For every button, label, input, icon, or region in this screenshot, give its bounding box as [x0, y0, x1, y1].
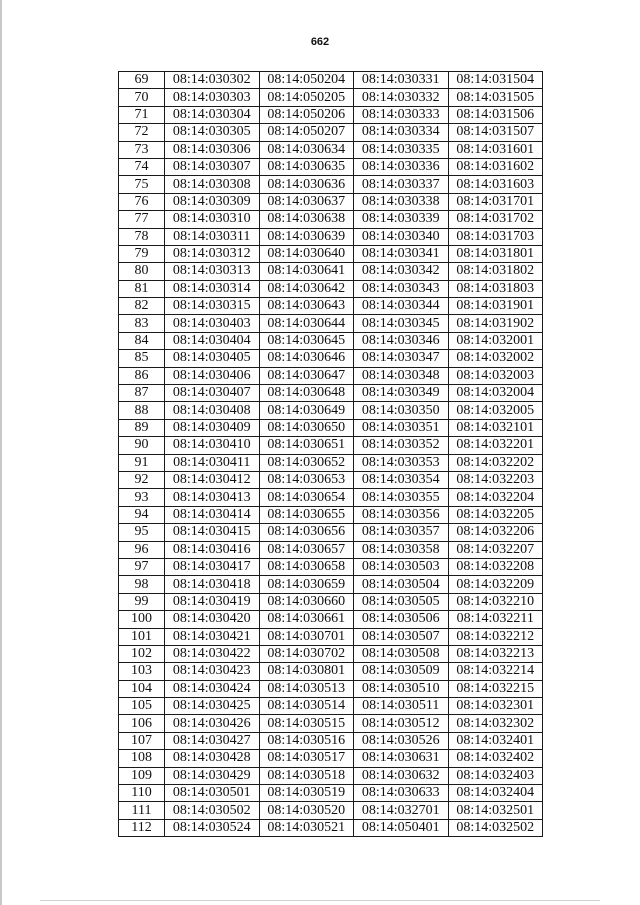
code-cell-col2: 08:14:030634: [259, 141, 354, 158]
code-cell-col3: 08:14:030510: [354, 680, 449, 697]
row-number-cell: 82: [119, 298, 165, 315]
table-row: [119, 767, 543, 784]
code-cell-col2: 08:14:030647: [259, 367, 354, 384]
row-number-cell: 78: [119, 228, 165, 245]
code-cell-col3: 08:14:030332: [354, 89, 449, 106]
code-cell-col4: 08:14:032208: [448, 558, 543, 575]
code-cell-col1: 08:14:030425: [165, 698, 260, 715]
code-cell-col1: 08:14:030311: [165, 228, 260, 245]
table-row: [119, 645, 543, 662]
code-cell-col3: 08:14:030506: [354, 611, 449, 628]
row-number-cell: 90: [119, 437, 165, 454]
code-cell-col4: 08:14:031601: [448, 141, 543, 158]
code-cell-col2: 08:14:030652: [259, 454, 354, 471]
code-cell-col1: 08:14:030310: [165, 211, 260, 228]
table-row: [119, 489, 543, 506]
code-cell-col1: 08:14:030307: [165, 158, 260, 175]
code-cell-col3: 08:14:030511: [354, 698, 449, 715]
table-row: [119, 628, 543, 645]
row-number-cell: 95: [119, 524, 165, 541]
code-cell-col1: 08:14:030409: [165, 419, 260, 436]
code-cell-col3: 08:14:030348: [354, 367, 449, 384]
code-cell-col4: 08:14:032101: [448, 419, 543, 436]
table-row: [119, 315, 543, 332]
code-cell-col1: 08:14:030411: [165, 454, 260, 471]
row-number-cell: 84: [119, 332, 165, 349]
code-cell-col4: 08:14:031702: [448, 211, 543, 228]
code-cell-col4: 08:14:032214: [448, 663, 543, 680]
code-cell-col1: 08:14:030502: [165, 802, 260, 819]
row-number-cell: 99: [119, 593, 165, 610]
code-cell-col3: 08:14:030356: [354, 506, 449, 523]
code-cell-col2: 08:14:030514: [259, 698, 354, 715]
code-cell-col2: 08:14:030651: [259, 437, 354, 454]
table-row: [119, 193, 543, 210]
table-row: [119, 819, 543, 836]
row-number-cell: 70: [119, 89, 165, 106]
code-cell-col3: 08:14:030504: [354, 576, 449, 593]
code-cell-col1: 08:14:030303: [165, 89, 260, 106]
code-cell-col1: 08:14:030418: [165, 576, 260, 593]
table-row: [119, 89, 543, 106]
row-number-cell: 92: [119, 471, 165, 488]
code-cell-col4: 08:14:031504: [448, 72, 543, 89]
table-row: [119, 419, 543, 436]
row-number-cell: 74: [119, 158, 165, 175]
row-number-cell: 108: [119, 750, 165, 767]
scan-edge-bottom: [40, 900, 600, 901]
row-number-cell: 110: [119, 785, 165, 802]
code-cell-col2: 08:14:030513: [259, 680, 354, 697]
code-cell-col2: 08:14:030649: [259, 402, 354, 419]
code-cell-col3: 08:14:030512: [354, 715, 449, 732]
code-cell-col3: 08:14:030337: [354, 176, 449, 193]
code-cell-col4: 08:14:032502: [448, 819, 543, 836]
code-cell-col3: 08:14:030352: [354, 437, 449, 454]
row-number-cell: 96: [119, 541, 165, 558]
code-cell-col2: 08:14:050206: [259, 106, 354, 123]
code-cell-col4: 08:14:032207: [448, 541, 543, 558]
code-cell-col3: 08:14:030335: [354, 141, 449, 158]
code-cell-col3: 08:14:030526: [354, 732, 449, 749]
row-number-cell: 77: [119, 211, 165, 228]
code-cell-col3: 08:14:030347: [354, 350, 449, 367]
code-cell-col4: 08:14:031803: [448, 280, 543, 297]
code-cell-col2: 08:14:030655: [259, 506, 354, 523]
code-cell-col4: 08:14:032301: [448, 698, 543, 715]
code-cell-col1: 08:14:030308: [165, 176, 260, 193]
row-number-cell: 71: [119, 106, 165, 123]
code-cell-col1: 08:14:030306: [165, 141, 260, 158]
code-cell-col4: 08:14:032403: [448, 767, 543, 784]
table-row: [119, 245, 543, 262]
table-row: [119, 471, 543, 488]
code-cell-col1: 08:14:030408: [165, 402, 260, 419]
code-cell-col2: 08:14:030638: [259, 211, 354, 228]
code-cell-col1: 08:14:030423: [165, 663, 260, 680]
table-row: [119, 698, 543, 715]
code-cell-col3: 08:14:030333: [354, 106, 449, 123]
table-row: [119, 506, 543, 523]
code-cell-col4: 08:14:032302: [448, 715, 543, 732]
code-cell-col4: 08:14:032004: [448, 385, 543, 402]
row-number-cell: 81: [119, 280, 165, 297]
table-row: [119, 680, 543, 697]
table-row: [119, 350, 543, 367]
code-cell-col1: 08:14:030406: [165, 367, 260, 384]
row-number-cell: 102: [119, 645, 165, 662]
row-number-cell: 86: [119, 367, 165, 384]
row-number-cell: 109: [119, 767, 165, 784]
code-cell-col3: 08:14:030351: [354, 419, 449, 436]
code-cell-col3: 08:14:030336: [354, 158, 449, 175]
row-number-cell: 101: [119, 628, 165, 645]
table-row: [119, 72, 543, 89]
code-cell-col2: 08:14:030635: [259, 158, 354, 175]
row-number-cell: 76: [119, 193, 165, 210]
table-row: [119, 106, 543, 123]
table-row: [119, 576, 543, 593]
table-row: [119, 541, 543, 558]
code-cell-col1: 08:14:030524: [165, 819, 260, 836]
code-cell-col4: 08:14:032209: [448, 576, 543, 593]
table-row: [119, 785, 543, 802]
table-row: [119, 663, 543, 680]
code-cell-col2: 08:14:030702: [259, 645, 354, 662]
code-cell-col1: 08:14:030420: [165, 611, 260, 628]
code-cell-col4: 08:14:031703: [448, 228, 543, 245]
code-cell-col1: 08:14:030428: [165, 750, 260, 767]
code-cell-col3: 08:14:030355: [354, 489, 449, 506]
table-row: [119, 802, 543, 819]
code-cell-col2: 08:14:050205: [259, 89, 354, 106]
row-number-cell: 73: [119, 141, 165, 158]
row-number-cell: 89: [119, 419, 165, 436]
code-cell-col1: 08:14:030427: [165, 732, 260, 749]
code-cell-col3: 08:14:030340: [354, 228, 449, 245]
table-row: [119, 437, 543, 454]
row-number-cell: 100: [119, 611, 165, 628]
table-row: [119, 593, 543, 610]
code-cell-col4: 08:14:032003: [448, 367, 543, 384]
row-number-cell: 75: [119, 176, 165, 193]
code-cell-col4: 08:14:032404: [448, 785, 543, 802]
code-cell-col1: 08:14:030417: [165, 558, 260, 575]
code-cell-col2: 08:14:030515: [259, 715, 354, 732]
code-cell-col4: 08:14:031505: [448, 89, 543, 106]
table-row: [119, 558, 543, 575]
code-cell-col1: 08:14:030424: [165, 680, 260, 697]
table-row: [119, 124, 543, 141]
code-cell-col1: 08:14:030407: [165, 385, 260, 402]
code-cell-col4: 08:14:031801: [448, 245, 543, 262]
code-cell-col4: 08:14:032202: [448, 454, 543, 471]
code-cell-col3: 08:14:030338: [354, 193, 449, 210]
code-cell-col2: 08:14:030643: [259, 298, 354, 315]
code-cell-col4: 08:14:032203: [448, 471, 543, 488]
code-cell-col3: 08:14:030353: [354, 454, 449, 471]
code-cell-col2: 08:14:030517: [259, 750, 354, 767]
row-number-cell: 87: [119, 385, 165, 402]
code-cell-col2: 08:14:030659: [259, 576, 354, 593]
code-cell-col3: 08:14:030344: [354, 298, 449, 315]
row-number-cell: 85: [119, 350, 165, 367]
row-number-cell: 91: [119, 454, 165, 471]
code-cell-col4: 08:14:032212: [448, 628, 543, 645]
scan-edge-left: [0, 0, 2, 905]
row-number-cell: 97: [119, 558, 165, 575]
code-cell-col1: 08:14:030416: [165, 541, 260, 558]
code-cell-col2: 08:14:030658: [259, 558, 354, 575]
code-cell-col2: 08:14:050204: [259, 72, 354, 89]
code-cell-col1: 08:14:030415: [165, 524, 260, 541]
table-row: [119, 611, 543, 628]
code-cell-col1: 08:14:030309: [165, 193, 260, 210]
table-row: [119, 228, 543, 245]
code-cell-col2: 08:14:030516: [259, 732, 354, 749]
code-cell-col4: 08:14:032401: [448, 732, 543, 749]
table-row: [119, 715, 543, 732]
code-cell-col2: 08:14:030656: [259, 524, 354, 541]
row-number-cell: 103: [119, 663, 165, 680]
code-cell-col3: 08:14:030508: [354, 645, 449, 662]
code-cell-col3: 08:14:030345: [354, 315, 449, 332]
code-cell-col1: 08:14:030404: [165, 332, 260, 349]
code-cell-col4: 08:14:031603: [448, 176, 543, 193]
code-cell-col2: 08:14:050207: [259, 124, 354, 141]
table-row: [119, 750, 543, 767]
cadastral-numbers-table: [118, 71, 543, 837]
table-row: [119, 298, 543, 315]
code-cell-col3: 08:14:030633: [354, 785, 449, 802]
row-number-cell: 112: [119, 819, 165, 836]
row-number-cell: 107: [119, 732, 165, 749]
row-number-cell: 69: [119, 72, 165, 89]
code-cell-col2: 08:14:030645: [259, 332, 354, 349]
code-cell-col4: 08:14:031506: [448, 106, 543, 123]
code-cell-col4: 08:14:032204: [448, 489, 543, 506]
row-number-cell: 72: [119, 124, 165, 141]
table-row: [119, 524, 543, 541]
code-cell-col2: 08:14:030519: [259, 785, 354, 802]
code-cell-col4: 08:14:032215: [448, 680, 543, 697]
table-row: [119, 454, 543, 471]
table-row: [119, 141, 543, 158]
row-number-cell: 94: [119, 506, 165, 523]
code-cell-col1: 08:14:030312: [165, 245, 260, 262]
code-cell-col1: 08:14:030410: [165, 437, 260, 454]
code-cell-col4: 08:14:032201: [448, 437, 543, 454]
table-row: [119, 158, 543, 175]
code-cell-col4: 08:14:031701: [448, 193, 543, 210]
code-cell-col1: 08:14:030501: [165, 785, 260, 802]
code-cell-col1: 08:14:030403: [165, 315, 260, 332]
code-cell-col3: 08:14:030509: [354, 663, 449, 680]
row-number-cell: 88: [119, 402, 165, 419]
code-cell-col3: 08:14:050401: [354, 819, 449, 836]
code-cell-col2: 08:14:030648: [259, 385, 354, 402]
table-row: [119, 367, 543, 384]
table-row: [119, 280, 543, 297]
code-cell-col3: 08:14:030342: [354, 263, 449, 280]
code-cell-col2: 08:14:030701: [259, 628, 354, 645]
code-cell-col3: 08:14:030505: [354, 593, 449, 610]
code-cell-col1: 08:14:030426: [165, 715, 260, 732]
code-cell-col3: 08:14:030503: [354, 558, 449, 575]
row-number-cell: 111: [119, 802, 165, 819]
table-row: [119, 732, 543, 749]
table-row: [119, 385, 543, 402]
code-cell-col1: 08:14:030304: [165, 106, 260, 123]
code-cell-col2: 08:14:030637: [259, 193, 354, 210]
code-cell-col1: 08:14:030305: [165, 124, 260, 141]
code-cell-col4: 08:14:031802: [448, 263, 543, 280]
code-cell-col4: 08:14:032213: [448, 645, 543, 662]
code-cell-col2: 08:14:030639: [259, 228, 354, 245]
code-cell-col2: 08:14:030642: [259, 280, 354, 297]
code-cell-col1: 08:14:030419: [165, 593, 260, 610]
row-number-cell: 83: [119, 315, 165, 332]
code-cell-col3: 08:14:030339: [354, 211, 449, 228]
code-cell-col1: 08:14:030302: [165, 72, 260, 89]
page-number: 662: [310, 36, 330, 48]
row-number-cell: 105: [119, 698, 165, 715]
code-cell-col4: 08:14:032206: [448, 524, 543, 541]
code-cell-col3: 08:14:030349: [354, 385, 449, 402]
code-cell-col1: 08:14:030314: [165, 280, 260, 297]
code-cell-col2: 08:14:030640: [259, 245, 354, 262]
table-row: [119, 402, 543, 419]
code-cell-col2: 08:14:030661: [259, 611, 354, 628]
code-cell-col3: 08:14:030631: [354, 750, 449, 767]
code-cell-col4: 08:14:031902: [448, 315, 543, 332]
code-cell-col2: 08:14:030644: [259, 315, 354, 332]
code-cell-col3: 08:14:030507: [354, 628, 449, 645]
row-number-cell: 80: [119, 263, 165, 280]
code-cell-col3: 08:14:030632: [354, 767, 449, 784]
code-cell-col2: 08:14:030641: [259, 263, 354, 280]
code-cell-col2: 08:14:030520: [259, 802, 354, 819]
code-cell-col1: 08:14:030315: [165, 298, 260, 315]
code-cell-col2: 08:14:030636: [259, 176, 354, 193]
code-cell-col2: 08:14:030521: [259, 819, 354, 836]
row-number-cell: 93: [119, 489, 165, 506]
code-cell-col2: 08:14:030657: [259, 541, 354, 558]
code-cell-col1: 08:14:030405: [165, 350, 260, 367]
code-cell-col4: 08:14:032005: [448, 402, 543, 419]
table-body: [119, 72, 543, 837]
code-cell-col3: 08:14:030358: [354, 541, 449, 558]
code-cell-col3: 08:14:030350: [354, 402, 449, 419]
code-cell-col4: 08:14:032205: [448, 506, 543, 523]
code-cell-col1: 08:14:030422: [165, 645, 260, 662]
row-number-cell: 104: [119, 680, 165, 697]
code-cell-col2: 08:14:030653: [259, 471, 354, 488]
code-cell-col4: 08:14:032002: [448, 350, 543, 367]
code-cell-col2: 08:14:030518: [259, 767, 354, 784]
row-number-cell: 106: [119, 715, 165, 732]
code-cell-col2: 08:14:030654: [259, 489, 354, 506]
code-cell-col2: 08:14:030801: [259, 663, 354, 680]
code-cell-col2: 08:14:030660: [259, 593, 354, 610]
row-number-cell: 79: [119, 245, 165, 262]
code-cell-col3: 08:14:030343: [354, 280, 449, 297]
code-cell-col3: 08:14:030334: [354, 124, 449, 141]
code-cell-col1: 08:14:030412: [165, 471, 260, 488]
code-cell-col2: 08:14:030646: [259, 350, 354, 367]
code-cell-col1: 08:14:030414: [165, 506, 260, 523]
code-cell-col4: 08:14:032211: [448, 611, 543, 628]
table-row: [119, 176, 543, 193]
code-cell-col4: 08:14:031901: [448, 298, 543, 315]
code-cell-col3: 08:14:030354: [354, 471, 449, 488]
code-cell-col4: 08:14:032210: [448, 593, 543, 610]
code-cell-col1: 08:14:030313: [165, 263, 260, 280]
code-cell-col4: 08:14:032501: [448, 802, 543, 819]
code-cell-col3: 08:14:030346: [354, 332, 449, 349]
code-cell-col1: 08:14:030421: [165, 628, 260, 645]
code-cell-col3: 08:14:030341: [354, 245, 449, 262]
code-cell-col4: 08:14:032001: [448, 332, 543, 349]
code-cell-col1: 08:14:030413: [165, 489, 260, 506]
code-cell-col3: 08:14:030331: [354, 72, 449, 89]
code-cell-col1: 08:14:030429: [165, 767, 260, 784]
table-row: [119, 211, 543, 228]
table-row: [119, 263, 543, 280]
code-cell-col3: 08:14:030357: [354, 524, 449, 541]
code-cell-col3: 08:14:032701: [354, 802, 449, 819]
code-cell-col4: 08:14:032402: [448, 750, 543, 767]
code-cell-col2: 08:14:030650: [259, 419, 354, 436]
row-number-cell: 98: [119, 576, 165, 593]
table-row: [119, 332, 543, 349]
code-cell-col4: 08:14:031507: [448, 124, 543, 141]
code-cell-col4: 08:14:031602: [448, 158, 543, 175]
